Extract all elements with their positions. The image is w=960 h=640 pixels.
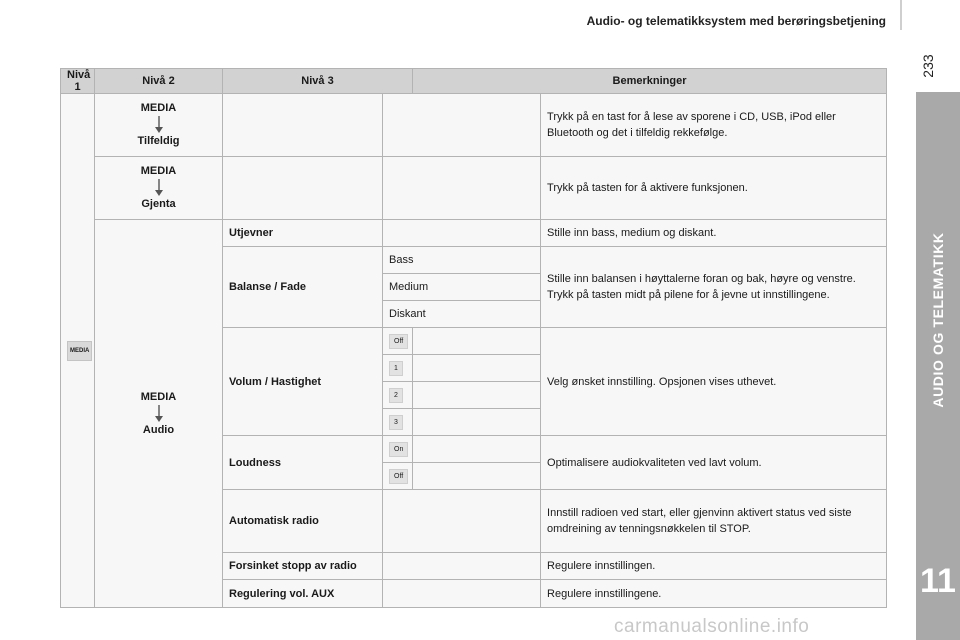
level3-empty [383,157,541,220]
option-off-icon: Off [389,334,408,349]
option-cell [383,328,413,355]
level3-sub-empty [383,490,541,553]
option-empty [413,382,541,409]
header-remarks: Bemerkninger [413,69,887,94]
level3-sub-empty [383,580,541,608]
remark-balanse: Stille inn balansen i høyttalerne foran og bak, høyre og venstre. Trykk på tasten midt på pilene for å jevne ut innstillingene. [541,247,887,328]
level2-top-label: MEDIA [140,102,177,114]
option-empty [413,355,541,382]
arrow-down-icon [154,179,164,197]
page-number: 233 [920,54,936,78]
option-off-icon: Off [389,469,408,484]
level3-forsinket: Forsinket stopp av radio [223,553,383,580]
level2-bottom-label: Gjenta [141,198,176,210]
level3-aux: Regulering vol. AUX [223,580,383,608]
level2-top-label: MEDIA [140,165,177,177]
option-empty [413,409,541,436]
level2-bottom-label: Audio [142,423,175,436]
chapter-title: AUDIO OG TELEMATIKK [930,232,946,408]
media-button-icon: MEDIA [67,341,92,361]
remark-gjenta: Trykk på tasten for å aktivere funksjonen. [541,157,887,220]
chapter-number: 11 [920,562,956,600]
option-3-icon: 3 [389,415,403,430]
option-empty [413,328,541,355]
option-cell [383,382,413,409]
level3-autoradio: Automatisk radio [223,490,383,553]
table-header-row [61,69,887,94]
arrow-down-icon [154,116,164,134]
header-level1: Nivå 1 [61,69,95,94]
option-on-icon: On [389,442,408,457]
level2-bottom-label: Tilfeldig [137,135,180,147]
level3-empty [223,157,383,220]
option-cell [383,355,413,382]
level3-volum: Volum / Hastighet [223,328,383,436]
remark-loudness: Optimalisere audiokvaliteten ved lavt volum. [541,436,887,490]
level1-cell [61,94,95,608]
level3-loudness: Loudness [223,436,383,490]
remark-tilfeldig: Trykk på en tast for å lese av sporene i CD, USB, iPod eller Bluetooth og det i tilfeldig rekkefølge. [541,94,887,157]
option-medium: Medium [383,274,541,301]
option-cell [383,409,413,436]
watermark: carmanualsonline.info [614,616,810,637]
level2-gjenta [95,157,223,220]
level3-empty [383,94,541,157]
option-bass: Bass [383,247,541,274]
level3-sub-empty [383,220,541,247]
remark-forsinket: Regulere innstillingen. [541,553,887,580]
option-2-icon: 2 [389,388,403,403]
arrow-down-icon [154,405,164,423]
settings-table [60,68,887,608]
remark-autoradio: Innstill radioen ved start, eller gjenvinn aktivert status ved siste omdreining av tenningsnøkkelen til STOP. [541,490,887,553]
header-divider [900,0,902,30]
option-cell [383,436,413,463]
level3-utjevner: Utjevner [223,220,383,247]
page-header: Audio- og telematikksystem med berøringsbetjening [586,14,886,28]
option-empty [413,463,541,490]
level2-audio [95,220,223,608]
header-level3: Nivå 3 [223,69,413,94]
table-row [61,94,887,157]
remark-volum: Velg ønsket innstilling. Opsjonen vises uthevet. [541,328,887,436]
option-empty [413,436,541,463]
remark-aux: Regulere innstillingene. [541,580,887,608]
level3-empty [223,94,383,157]
level2-tilfeldig [95,94,223,157]
level3-balanse: Balanse / Fade [223,247,383,328]
chapter-side-tab [916,92,960,640]
table-row [61,220,887,247]
option-cell [383,463,413,490]
level3-sub-empty [383,553,541,580]
level2-top-label: MEDIA [140,390,177,403]
option-diskant: Diskant [383,301,541,328]
option-1-icon: 1 [389,361,403,376]
header-level2: Nivå 2 [95,69,223,94]
table-row [61,157,887,220]
remark-utjevner: Stille inn bass, medium og diskant. [541,220,887,247]
